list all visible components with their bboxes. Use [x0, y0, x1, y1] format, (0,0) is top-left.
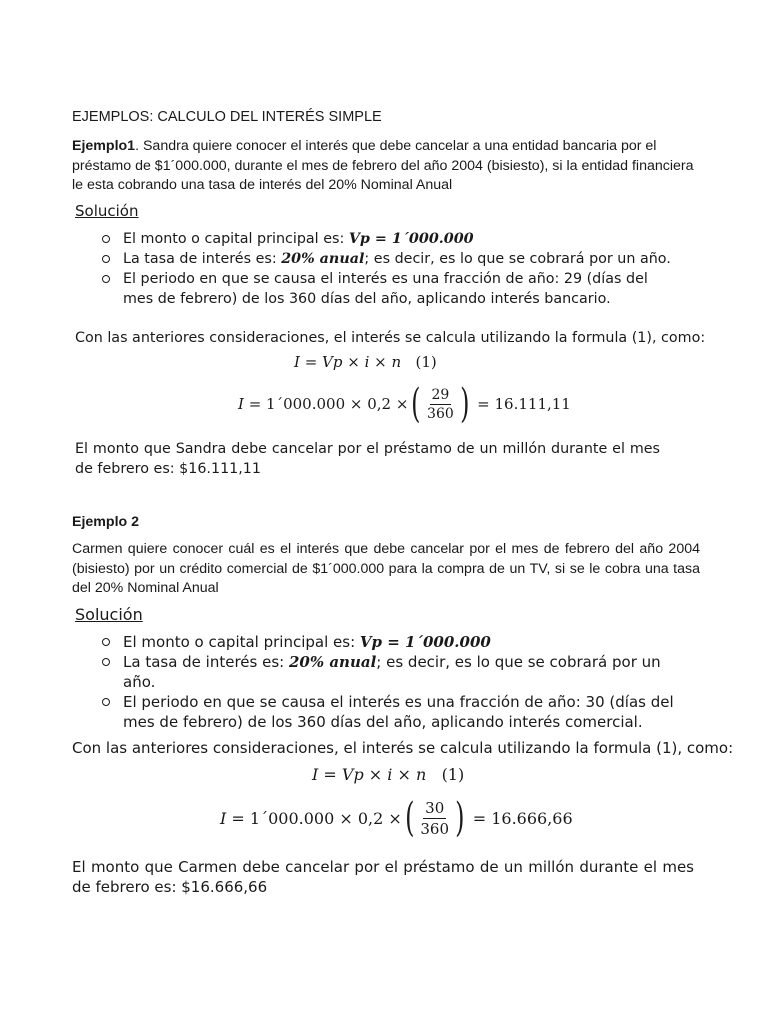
- fraction-denominator: 360: [427, 405, 454, 422]
- fraction-denominator: 360: [420, 819, 450, 838]
- page-title: EJEMPLOS: CALCULO DEL INTERÉS SIMPLE: [72, 109, 382, 125]
- example2-solution-title: Solución: [75, 605, 143, 624]
- formula-symbol: n: [391, 353, 402, 371]
- example2-lead-text: Con las anteriores consideraciones, el interés se calcula utilizando la formula (1), como:: [72, 739, 734, 757]
- formula-capital: 1´000.000: [266, 395, 346, 413]
- formula-result: 16.111,11: [494, 395, 571, 413]
- paren-open: (: [411, 381, 421, 427]
- example1-bullet-capital: [75, 229, 675, 249]
- formula-symbol: I: [294, 353, 300, 371]
- example1-formula-calc: I = 1´000.000 × 0,2 × ( $\frac{29}{360}$ ) = 16.111,11: [238, 381, 571, 427]
- bullet-text-post: ; es decir, es lo que se cobrará por un año.: [123, 653, 661, 691]
- example1-label: Ejemplo1: [72, 138, 136, 154]
- bullet-text: El periodo en que se causa el interés es una fracción de año: 29 (días del mes de febrero) de los 360 días del año, aplicando interés bancario.: [123, 271, 648, 307]
- example1-solution-title: Solución: [75, 202, 139, 220]
- paren-open: (: [404, 795, 415, 841]
- fraction: [418, 799, 451, 838]
- example1-formula-general: I = Vp × i × n (1): [294, 353, 437, 371]
- bullet-math: Vp = 1´000.000: [359, 633, 491, 651]
- example1-lead-text: Con las anteriores consideraciones, el interés se calcula utilizando la formula (1), como:: [75, 330, 706, 346]
- formula-rate: 0,2: [357, 808, 384, 828]
- example1-text: . Sandra quiere conocer el interés que debe cancelar a una entidad bancaria por el préstamo de $1´000.000, durante el mes de febrero del año 2004 (bisiesto), si la entidad financiera le esta cobrando una tasa de interés del 20% Nominal Anual: [72, 138, 694, 193]
- bullet-math: 20% anual: [281, 251, 365, 267]
- formula-symbol: Vp: [341, 765, 364, 784]
- paren-close: ): [459, 381, 470, 427]
- example2-label: Ejemplo 2: [72, 514, 140, 530]
- formula-result: 16.666,66: [491, 808, 573, 828]
- fraction-numerator: 29: [431, 386, 450, 403]
- example1-solution-list: [75, 229, 675, 309]
- formula-symbol: n: [415, 765, 427, 784]
- example2-bullet-capital: [75, 632, 695, 652]
- fraction-numerator: 30: [425, 798, 445, 817]
- formula-symbol: i: [364, 353, 370, 371]
- example1-statement: [72, 137, 700, 196]
- formula-tag: (1): [415, 353, 437, 371]
- paren-close: ): [455, 795, 465, 841]
- bullet-text: La tasa de interés es:: [123, 653, 289, 671]
- bullet-text: La tasa de interés es:: [123, 251, 282, 267]
- bullet-math: 20% anual: [288, 653, 377, 671]
- example2-formula-calc: I = 1´000.000 × 0,2 × ( $\frac{30}{360}$ ) = 16.666,66: [220, 795, 573, 841]
- fraction: [425, 387, 456, 422]
- formula-symbol: I: [238, 395, 244, 413]
- example1-conclusion: El monto que Sandra debe cancelar por el préstamo de un millón durante el mes de febrero es: $16.111,11: [75, 441, 660, 477]
- formula-symbol: Vp: [322, 353, 343, 371]
- formula-symbol: i: [387, 765, 393, 784]
- bullet-text: El monto o capital principal es:: [123, 231, 349, 247]
- example1-bullet-period: [75, 269, 675, 309]
- bullet-math: Vp = 1´000.000: [348, 231, 474, 247]
- bullet-text: El periodo en que se causa el interés es una fracción de año: 30 (días del mes de febrero) de los 360 días del año, aplicando interés comercial.: [123, 693, 674, 731]
- bullet-text: El monto o capital principal es:: [123, 633, 360, 651]
- formula-symbol: I: [220, 808, 227, 828]
- formula-tag: (1): [441, 765, 465, 784]
- example2-statement: Carmen quiere conocer cuál es el interés que debe cancelar por el mes de febrero del año 2004 (bisiesto) por un crédito comercial de $1´000.000 para la compra de un TV, si se le cobra una tasa del 20% Nominal Anual: [72, 541, 700, 596]
- example2-solution-list: [75, 632, 695, 732]
- formula-rate: 0,2: [367, 395, 392, 413]
- example2-formula-general: I = Vp × i × n (1): [312, 765, 465, 784]
- example2-bullet-period: [75, 692, 695, 732]
- formula-symbol: I: [312, 765, 319, 784]
- formula-capital: 1´000.000: [249, 808, 335, 828]
- example1-bullet-rate: [75, 249, 675, 269]
- example2-conclusion: El monto que Carmen debe cancelar por el préstamo de un millón durante el mes de febrero es: $16.666,66: [72, 858, 694, 896]
- example2-bullet-rate: [75, 652, 695, 692]
- bullet-text-post: ; es decir, es lo que se cobrará por un año.: [364, 251, 671, 267]
